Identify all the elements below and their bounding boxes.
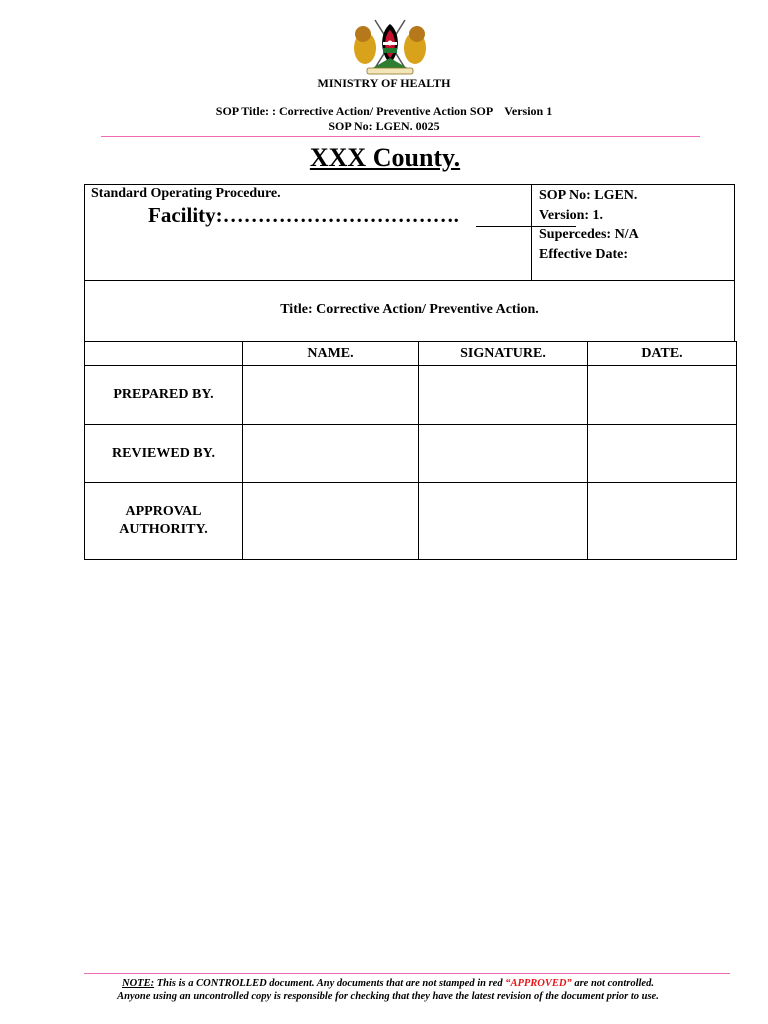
prepared-by-name-cell[interactable] [243,366,419,425]
reviewed-by-signature-cell[interactable] [419,425,588,483]
table-row [85,483,737,560]
header-divider [101,136,700,137]
note-text-part2: are not controlled. [571,978,654,989]
version-value: Version: 1. [539,207,604,223]
approval-signature-cell[interactable] [419,483,588,560]
row-label-prepared-by: PREPARED BY. [85,366,243,425]
sop-number-line: SOP No: LGEN. 0025 [328,119,440,133]
column-header-signature: SIGNATURE. [419,342,588,366]
info-box-divider [531,184,532,281]
approval-name-cell[interactable] [243,483,419,560]
facility-field: Facility:……………………………. [148,203,459,227]
approval-label-line1: APPROVAL [125,504,202,519]
row-label-approval-authority [85,483,243,560]
footer-note-line1 [0,977,768,990]
county-title: XXX County. [309,143,461,172]
footer-divider [84,973,730,974]
ministry-name: MINISTRY OF HEALTH [317,76,451,90]
sop-meta [539,186,639,264]
footer-note [0,977,768,1003]
table-row [85,366,737,425]
column-header-blank [85,342,243,366]
footer-note-line2: Anyone using an uncontrolled copy is responsible for checking that they have the latest revision of the document prior to use. [117,991,659,1002]
coat-of-arms-icon [347,18,433,78]
sop-heading: Standard Operating Procedure. [91,186,281,201]
prepared-by-signature-cell[interactable] [419,366,588,425]
reviewed-by-name-cell[interactable] [243,425,419,483]
approval-label-line2: AUTHORITY. [119,522,208,537]
sop-title-line: SOP Title: : Corrective Action/ Preventive Action SOP Version 1 [215,104,553,118]
column-header-name: NAME. [243,342,419,366]
note-label: NOTE: [122,978,155,989]
reviewed-by-date-cell[interactable] [588,425,737,483]
signature-table [84,341,737,560]
approved-stamp-text: “APPROVED” [505,978,572,989]
row-label-reviewed-by: REVIEWED BY. [85,425,243,483]
prepared-by-date-cell[interactable] [588,366,737,425]
supercedes-value: Supercedes: N/A [539,227,639,242]
note-text-part1: This is a CONTROLLED document. Any documents that are not stamped in red [154,978,506,989]
column-header-date: DATE. [588,342,737,366]
effective-date-label: Effective Date: [539,246,629,262]
table-row [85,425,737,483]
approval-date-cell[interactable] [588,483,737,560]
document-title: Title: Corrective Action/ Preventive Action. [280,302,539,317]
table-header-row [85,342,737,366]
sop-no-value: SOP No: LGEN. [539,188,638,203]
